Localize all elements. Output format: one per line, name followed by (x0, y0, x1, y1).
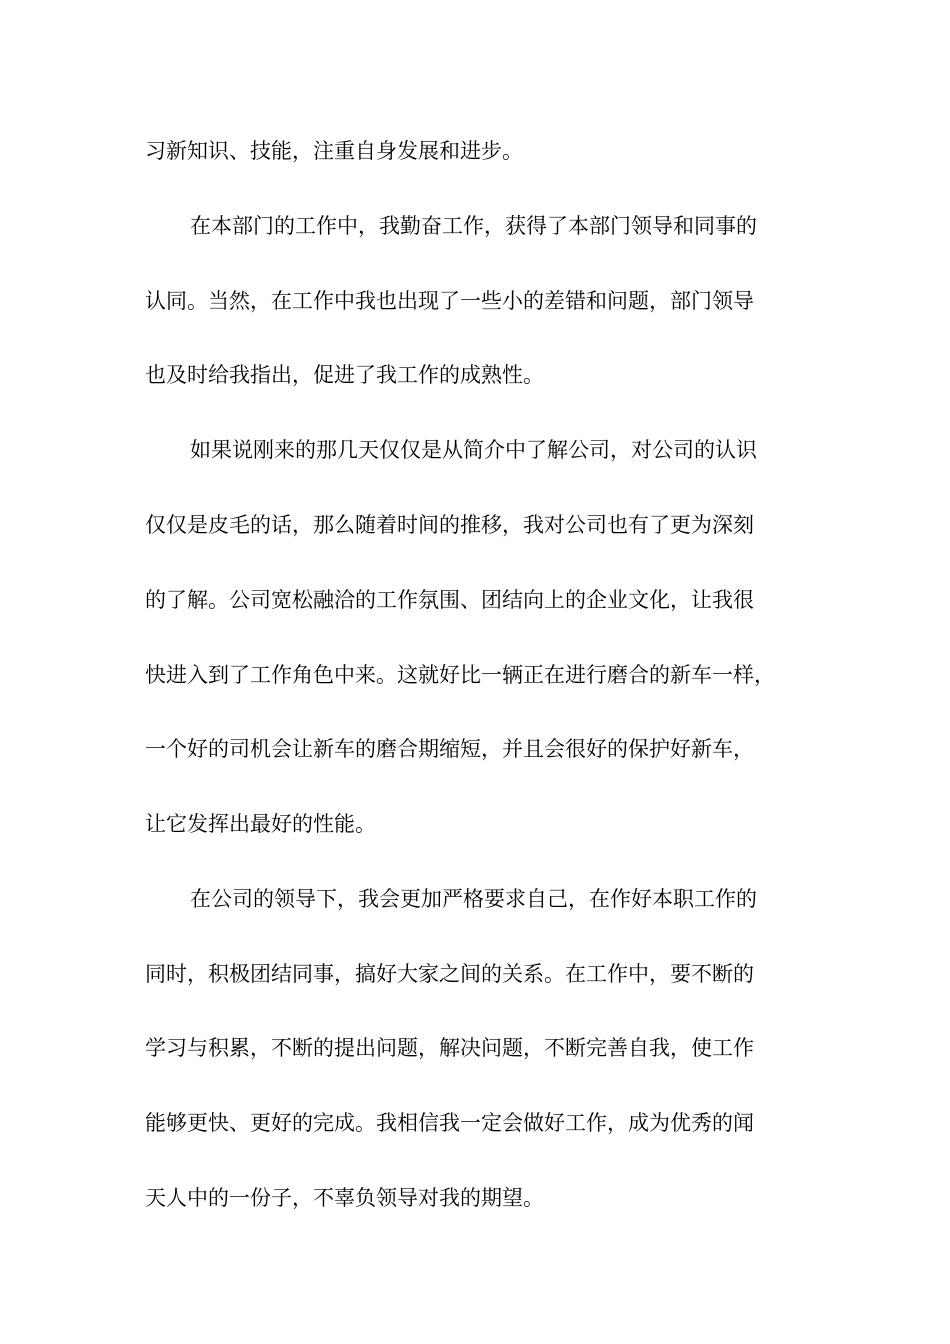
text-line: 习新知识、技能，注重自身发展和进步。 (145, 139, 523, 163)
text-line: 天人中的一份子，不辜负领导对我的期望。 (145, 1186, 544, 1210)
text-line: 认同。当然，在工作中我也出现了一些小的差错和问题，部门领导 (145, 289, 754, 313)
paragraph-start-line: 在本部门的工作中，我勤奋工作，获得了本部门领导和同事的 (190, 214, 757, 238)
text-line: 快进入到了工作角色中来。这就好比一辆正在进行磨合的新车一样， (145, 663, 775, 687)
text-line: 同时，积极团结同事，搞好大家之间的关系。在工作中，要不断的 (145, 962, 754, 986)
paragraph-start-line: 如果说刚来的那几天仅仅是从简介中了解公司，对公司的认识 (190, 438, 757, 462)
text-line: 的了解。公司宽松融洽的工作氛围、团结向上的企业文化，让我很 (145, 588, 754, 612)
text-line: 能够更快、更好的完成。我相信我一定会做好工作，成为优秀的闻 (145, 1111, 754, 1135)
text-line: 仅仅是皮毛的话，那么随着时间的推移，我对公司也有了更为深刻 (145, 513, 754, 537)
text-line: 也及时给我指出，促进了我工作的成熟性。 (145, 363, 544, 387)
paragraph-start-line: 在公司的领导下，我会更加严格要求自己，在作好本职工作的 (190, 887, 757, 911)
text-line: 学习与积累，不断的提出问题，解决问题，不断完善自我，使工作 (145, 1036, 754, 1060)
text-line: 一个好的司机会让新车的磨合期缩短，并且会很好的保护好新车， (145, 737, 754, 761)
text-line: 让它发挥出最好的性能。 (145, 812, 376, 836)
